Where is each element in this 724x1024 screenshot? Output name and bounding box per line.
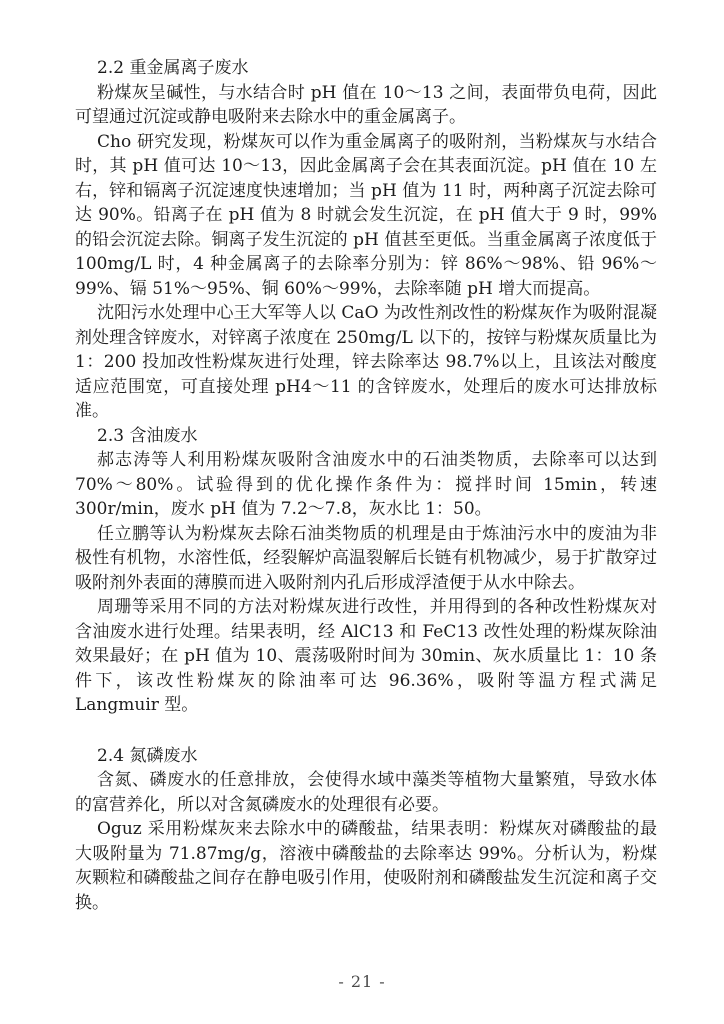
- section-heavy-metal-wastewater: [75, 56, 657, 424]
- section-heading-2-3: 2.3 含油废水: [97, 425, 198, 446]
- paragraph: Oguz 采用粉煤灰来去除水中的磷酸盐，结果表明：粉煤灰对磷酸盐的最大吸附量为 71.87mg/g，溶液中磷酸盐的去除率达 99%。分析认为，粉煤灰颗粒和磷酸盐之间存在静电吸引作用，使吸附剂和磷酸盐发生沉淀和离子交换。: [75, 819, 657, 913]
- section-nitrogen-phosphorus-wastewater: [75, 744, 657, 916]
- paragraph: 粉煤灰呈碱性，与水结合时 pH 值在 10～13 之间，表面带负电荷，因此可望通过沉淀或静电吸附来去除水中的重金属离子。: [75, 82, 657, 127]
- paragraph: 任立鹏等认为粉煤灰去除石油类物质的机理是由于炼油污水中的废油为非极性有机物，水溶性低，经裂解炉高温裂解后长链有机物减少，易于扩散穿过吸附剂外表面的薄膜而进入吸附剂内孔后形成浮渣便于从水中除去。: [75, 523, 657, 593]
- page-number: - 21 -: [338, 972, 386, 991]
- section-oily-wastewater: [75, 424, 657, 718]
- paragraph: 周珊等采用不同的方法对粉煤灰进行改性，并用得到的各种改性粉煤灰对含油废水进行处理。结果表明，经 AlC13 和 FeC13 改性处理的粉煤灰除油效果最好；在 pH 值为 10、震荡吸附时间为 30min、灰水质量比 1：10 条件下，该改性粉煤灰的除油率可达 96.36%，吸附等温方程式满足 Langmuir 型。: [75, 597, 657, 715]
- paragraph: Cho 研究发现，粉煤灰可以作为重金属离子的吸附剂，当粉煤灰与水结合时，其 pH 值可达 10～13，因此金属离子会在其表面沉淀。pH 值在 10 左右，锌和镉离子沉淀速度快速增加；当 pH 值为 11 时，两种离子沉淀去除可达 90%。铅离子在 pH 值为 8 时就会发生沉淀，在 pH 值大于 9 时，99%的铅会沉淀去除。铜离子发生沉淀的 pH 值甚至更低。当重金属离子浓度低于 100mg/L 时，4 种金属离子的去除率分别为：锌 86%～98%、铅 96%～99%、镉 51%～95%、铜 60%～99%，去除率随 pH 增大而提高。: [75, 131, 657, 299]
- paragraph: 含氮、磷废水的任意排放，会使得水域中藻类等植物大量繁殖，导致水体的富营养化，所以对含氮磷废水的处理很有必要。: [75, 770, 657, 815]
- section-heading-2-2: 2.2 重金属离子废水: [97, 58, 249, 78]
- paragraph: 沈阳污水处理中心王大军等人以 CaO 为改性剂改性的粉煤灰作为吸附混凝剂处理含锌废水，对锌离子浓度在 250mg/L 以下的，按锌与粉煤灰质量比为 1：200 投加改性粉煤灰进行处理，锌去除率达 98.7%以上，且该法对酸度适应范围宽，可直接处理 pH4～11 的含锌废水，处理后的废水可达排放标准。: [75, 303, 657, 421]
- paragraph: 郝志涛等人利用粉煤灰吸附含油废水中的石油类物质，去除率可以达到 70%～80%。试验得到的优化操作条件为：搅拌时间 15min，转速 300r/min，废水 pH 值为 7.2～7.8，灰水比 1：50。: [75, 450, 657, 519]
- section-heading-2-4: 2.4 氮磷废水: [97, 745, 198, 766]
- page-content: [75, 56, 657, 915]
